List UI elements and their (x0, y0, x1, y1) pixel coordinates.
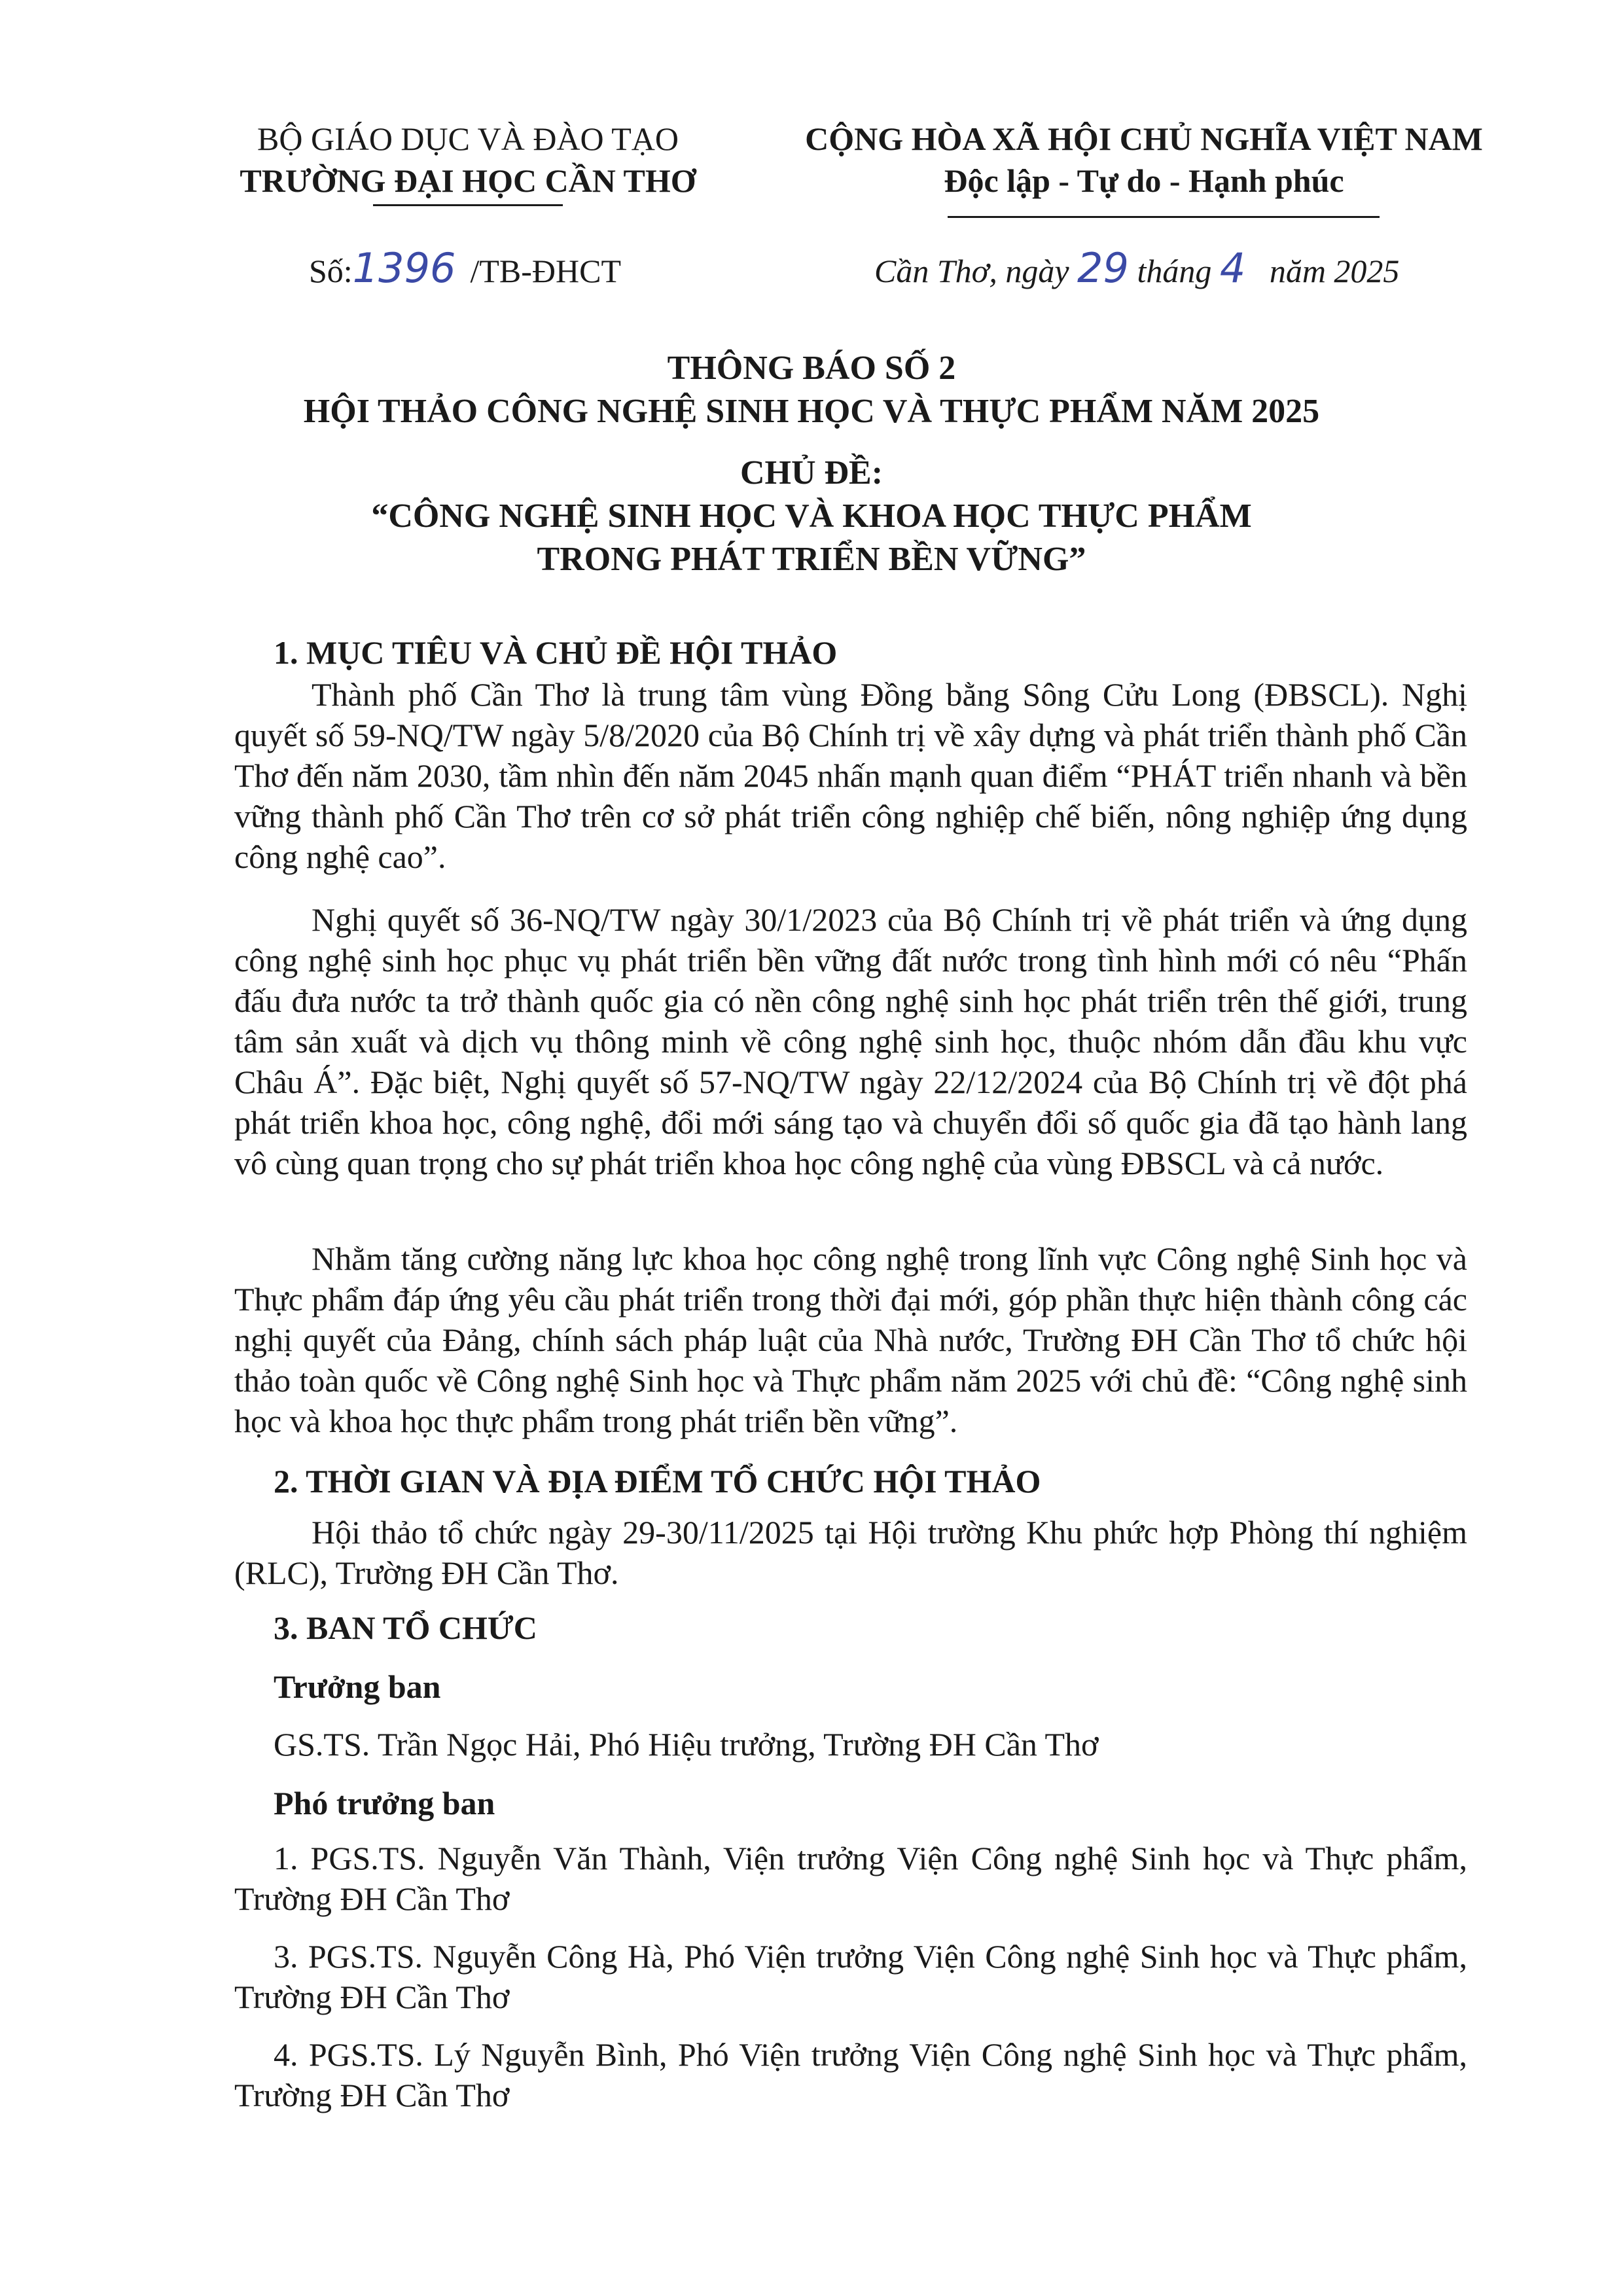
section-2-heading: 2. THỜI GIAN VÀ ĐỊA ĐIỂM TỔ CHỨC HỘI THẢO (274, 1463, 1041, 1499)
ministry-name: BỘ GIÁO DỤC VÀ ĐÀO TẠO (257, 120, 679, 157)
vice-member-3: 4. PGS.TS. Lý Nguyễn Bình, Phó Viện trưởng Viện Công nghệ Sinh học và Thực phẩm, Trường ĐH Cần Thơ (234, 2036, 1467, 2113)
vice-chair-label: Phó trưởng ban (274, 1785, 495, 1821)
date-city: Cần Thơ, ngày (874, 253, 1069, 289)
country-name: CỘNG HÒA XÃ HỘI CHỦ NGHĨA VIỆT NAM (805, 120, 1483, 157)
section-1-paragraph-1: Thành phố Cần Thơ là trung tâm vùng Đồng bằng Sông Cửu Long (ĐBSCL). Nghị quyết số 59-NQ/TW ngày 5/8/2020 của Bộ Chính trị về xây dựng và phát triển thành phố Cần Thơ đến năm 2030, tầm nhìn đến năm 2045 nhấn mạnh quan điểm “PHÁT triển nhanh và bền vững thành phố Cần Thơ trên cơ sở phát triển công nghiệp chế biến, nông nghiệp ứng dụng công nghệ cao”. (234, 676, 1467, 875)
date-month: 4 (1219, 244, 1246, 292)
vice-member-2: 3. PGS.TS. Nguyễn Công Hà, Phó Viện trưởng Viện Công nghệ Sinh học và Thực phẩm, Trường ĐH Cần Thơ (234, 1938, 1467, 2015)
section-2-paragraph: Hội thảo tổ chức ngày 29-30/11/2025 tại Hội trường Khu phức hợp Phòng thí nghiệm (RLC), Trường ĐH Cần Thơ. (234, 1514, 1467, 1591)
motto: Độc lập - Tự do - Hạnh phúc (944, 162, 1344, 199)
title-line-1: THÔNG BÁO SỐ 2 (667, 350, 956, 387)
doc-number-prefix: Số: (309, 253, 353, 289)
title-line-4: “CÔNG NGHỆ SINH HỌC VÀ KHOA HỌC THỰC PHẨM (371, 497, 1252, 535)
vice-member-1: 1. PGS.TS. Nguyễn Văn Thành, Viện trưởng Viện Công nghệ Sinh học và Thực phẩm, Trường ĐH Cần Thơ (234, 1840, 1467, 1917)
title-line-2: HỘI THẢO CÔNG NGHỆ SINH HỌC VÀ THỰC PHẨM NĂM 2025 (303, 393, 1320, 430)
date-day: 29 (1077, 244, 1129, 292)
header-left-underline (373, 204, 563, 206)
doc-number-suffix: /TB-ĐHCT (470, 253, 622, 289)
doc-number (309, 244, 622, 292)
section-1-paragraph-2: Nghị quyết số 36-NQ/TW ngày 30/1/2023 của Bộ Chính trị về phát triển và ứng dụng công nghệ sinh học phục vụ phát triển bền vững đất nước trong tình hình mới có nêu “Phấn đấu đưa nước ta trở thành quốc gia có nền công nghệ sinh học phát triển trên thế giới, trung tâm sản xuất và dịch vụ thông minh về công nghệ sinh học, thuộc nhóm dẫn đầu khu vực Châu Á”. Đặc biệt, Nghị quyết số 57-NQ/TW ngày 22/12/2024 của Bộ Chính trị về đột phá phát triển khoa học, công nghệ, đổi mới sáng tạo và chuyển đổi số quốc gia đã tạo hành lang vô cùng quan trọng cho sự phát triển khoa học công nghệ của vùng ĐBSCL và cả nước. (234, 901, 1467, 1181)
date-month-label: tháng (1137, 253, 1212, 289)
section-3-heading: 3. BAN TỔ CHỨC (274, 1609, 537, 1646)
chair-member: GS.TS. Trần Ngọc Hải, Phó Hiệu trưởng, Trường ĐH Cần Thơ (274, 1726, 1099, 1763)
chair-label: Trưởng ban (274, 1668, 441, 1705)
title-line-5: TRONG PHÁT TRIỂN BỀN VỮNG” (537, 541, 1086, 578)
date-year: năm 2025 (1269, 253, 1400, 289)
doc-number-handwritten: 1396 (352, 244, 456, 292)
section-1-heading: 1. MỤC TIÊU VÀ CHỦ ĐỀ HỘI THẢO (274, 634, 838, 671)
section-1-paragraph-3: Nhằm tăng cường năng lực khoa học công nghệ trong lĩnh vực Công nghệ Sinh học và Thực phẩm đáp ứng yêu cầu phát triển trong thời đại mới, góp phần thực hiện thành công các nghị quyết của Đảng, chính sách pháp luật của Nhà nước, Trường ĐH Cần Thơ tổ chức hội thảo toàn quốc về Công nghệ Sinh học và Thực phẩm năm 2025 với chủ đề: “Công nghệ sinh học và khoa học thực phẩm trong phát triển bền vững”. (234, 1240, 1467, 1439)
university-name: TRƯỜNG ĐẠI HỌC CẦN THƠ (240, 162, 696, 199)
title-line-3: CHỦ ĐỀ: (740, 454, 883, 492)
header-right-underline (948, 216, 1380, 218)
doc-date (874, 244, 1400, 292)
